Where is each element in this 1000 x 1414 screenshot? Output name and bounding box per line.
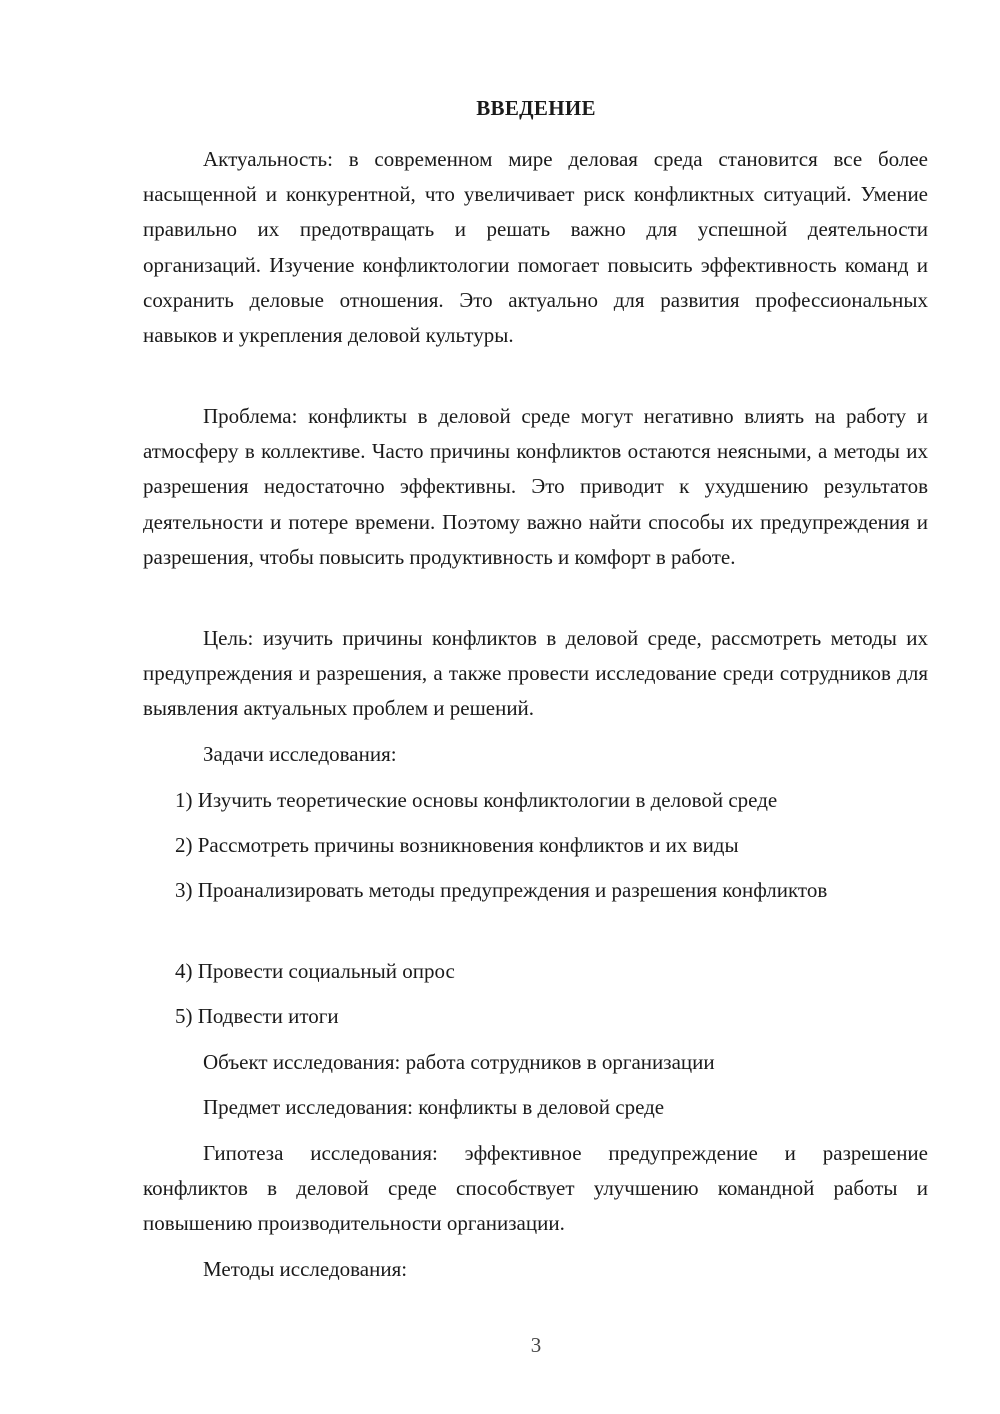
task-item-5-block bbox=[143, 999, 928, 1034]
section-title: ВВЕДЕНИЕ bbox=[476, 96, 596, 120]
subject-block bbox=[143, 1090, 928, 1125]
task-item-3-block bbox=[143, 873, 928, 908]
task-item-4-block bbox=[143, 954, 928, 989]
relevance-paragraph: Актуальность: в современном мире деловая среда становится все более насыщенной и конкурентной, что увеличивает риск конфликтных ситуаций. Умение правильно их предотвращать и решать важно для успешной деятельности организаций. Изучение конфликтологии помогает повысить эффективность команд и сохранить деловые отношения. Это актуально для развития профессиональных навыков и укрепления деловой культуры. bbox=[143, 147, 928, 348]
hypothesis-block bbox=[143, 1136, 928, 1242]
methods-heading: Методы исследования: bbox=[203, 1257, 408, 1281]
task-item-1-block bbox=[143, 783, 928, 818]
task-item: 1) Изучить теоретические основы конфликтологии в деловой среде bbox=[175, 788, 778, 812]
task-item: 2) Рассмотреть причины возникновения конфликтов и их виды bbox=[175, 833, 739, 857]
research-subject: Предмет исследования: конфликты в деловой среде bbox=[203, 1095, 665, 1119]
tasks-heading-block bbox=[143, 737, 928, 772]
object-block bbox=[143, 1045, 928, 1080]
task-item-2-block bbox=[143, 828, 928, 863]
task-item: 5) Подвести итоги bbox=[175, 1004, 339, 1028]
task-item: 3) Проанализировать методы предупреждения и разрешения конфликтов bbox=[175, 878, 828, 902]
methods-heading-block bbox=[143, 1252, 928, 1287]
goal-paragraph: Цель: изучить причины конфликтов в деловой среде, рассмотреть методы их предупреждения и разрешения, а также провести исследование среди сотрудников для выявления актуальных проблем и решений. bbox=[143, 626, 928, 721]
relevance-block bbox=[143, 142, 928, 353]
hypothesis-paragraph: Гипотеза исследования: эффективное предупреждение и разрешение конфликтов в деловой среде способствует улучшению командной работы и повышению производительности организации. bbox=[143, 1141, 928, 1236]
page-number: 3 bbox=[530, 1333, 542, 1357]
task-item: 4) Провести социальный опрос bbox=[175, 959, 455, 983]
goal-block bbox=[143, 621, 928, 727]
problem-paragraph: Проблема: конфликты в деловой среде могут негативно влиять на работу и атмосферу в коллективе. Часто причины конфликтов остаются неясными, а методы их разрешения недостаточно эффективны. Это приводит к ухудшению результатов деятельности и потере времени. Поэтому важно найти способы их предупреждения и разрешения, чтобы повысить продуктивность и комфорт в работе. bbox=[143, 404, 928, 569]
problem-block bbox=[143, 399, 928, 575]
research-object: Объект исследования: работа сотрудников в организации bbox=[203, 1050, 715, 1074]
tasks-heading: Задачи исследования: bbox=[203, 742, 397, 766]
